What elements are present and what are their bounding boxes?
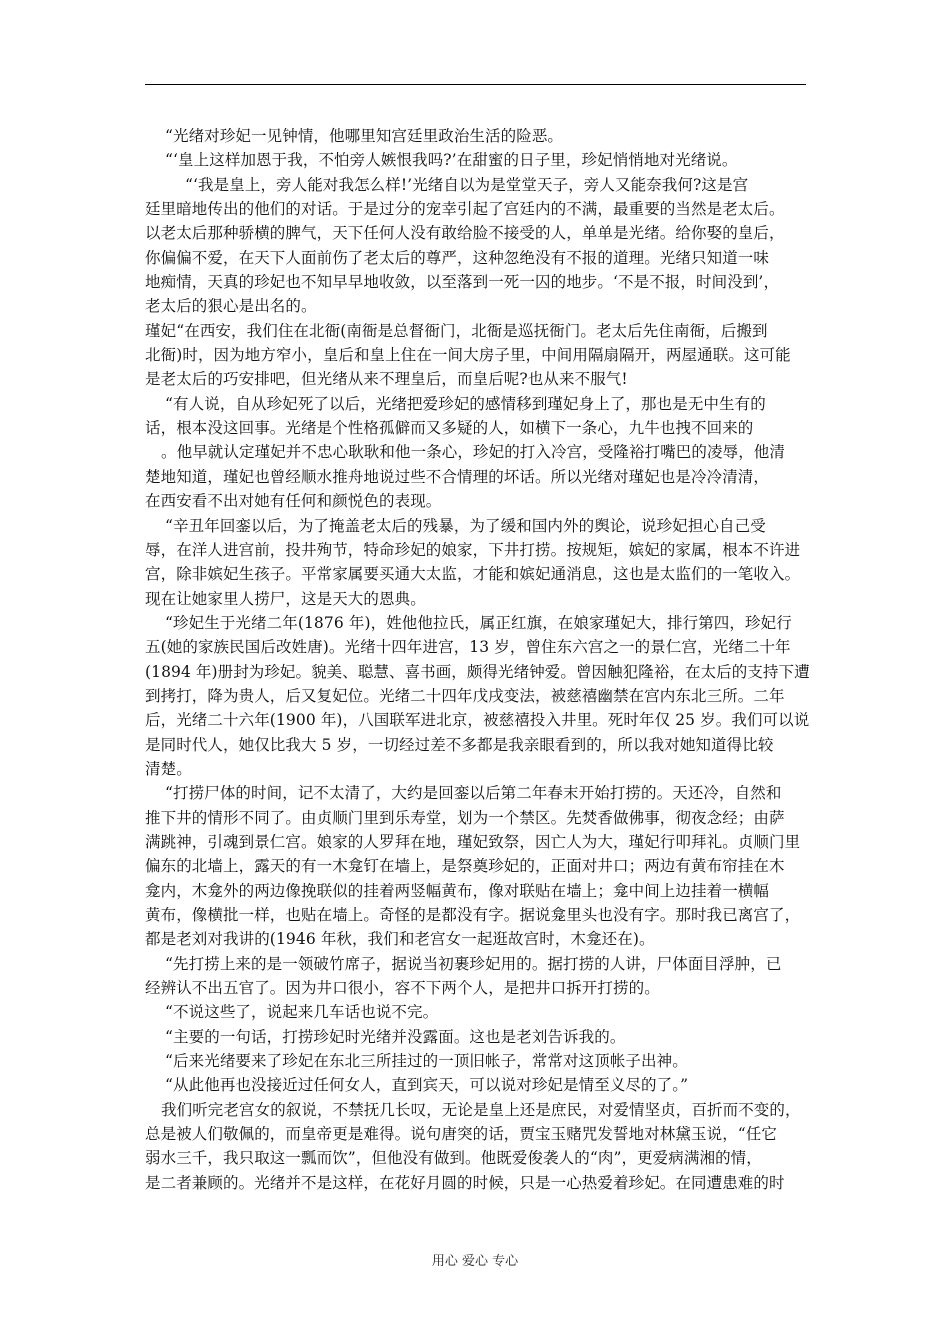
text-line: 你偏偏不爱，在天下人面前伤了老太后的尊严，这种忽绝没有不报的道理。光绪只知道一味 — [145, 248, 770, 267]
text-line: 偏东的北墙上，露天的有一木龛钉在墙上，是祭奠珍妃的，正面对井口；两边有黄布帘挂在木 — [145, 857, 785, 876]
text-line: 是二者兼顾的。光绪并不是这样，在花好月圆的时候，只是一心热爱着珍妃。在同遭患难的时 — [145, 1173, 785, 1192]
text-line: 清楚。 — [145, 759, 192, 778]
document-body — [145, 124, 810, 1195]
text-line: 楚地知道，瑾妃也曾经顺水推舟地说过些不合情理的坏话。所以光绪对瑾妃也是冷冷清清， — [145, 467, 770, 486]
text-line: “‘我是皇上，旁人能对我怎么样!’光绪自以为是堂堂天子，旁人又能奈我何?这是宫 — [185, 175, 749, 194]
text-line: “从此他再也没接近过任何女人，直到宾天，可以说对珍妃是情至义尽的了。” — [165, 1076, 689, 1095]
text-line: 以老太后那种骄横的脾气，天下任何人没有敢给脸不接受的人，单单是光绪。给你娶的皇后， — [145, 224, 785, 243]
text-line: 辱，在洋人进宫前，投井殉节，特命珍妃的娘家，下井打捞。按规矩，嫔妃的家属，根本不许进 — [145, 540, 801, 559]
text-line: (1894 年)册封为珍妃。貌美、聪慧、喜书画，颇得光绪钟爱。曾因触犯隆裕，在太后的支持下遭 — [145, 662, 810, 681]
text-line: 现在让她家里人捞尸，这是天大的恩典。 — [145, 589, 426, 608]
text-line: “后来光绪要来了珍妃在东北三所挂过的一顶旧帐子，常常对这顶帐子出神。 — [165, 1052, 688, 1071]
text-line: 地痴情，天真的珍妃也不知早早地收敛，以至落到一死一囚的地步。‘不是不报，时间没到’， — [145, 273, 780, 292]
text-line: 瑾妃“在西安，我们住在北衙(南衙是总督衙门，北衙是巡抚衙门。老太后先住南衙，后搬到 — [145, 321, 768, 340]
text-line: 是老太后的巧安排吧，但光绪从来不理皇后，而皇后呢?也从来不服气! — [145, 370, 628, 389]
text-line: “‘皇上这样加恩于我，不怕旁人嫉恨我吗?’在甜蜜的日子里，珍妃悄悄地对光绪说。 — [165, 151, 738, 170]
text-line: 到拷打，降为贵人，后又复妃位。光绪二十四年戊戌变法，被慈禧幽禁在宫内东北三所。二年 — [145, 686, 785, 705]
text-line: 推下井的情形不同了。由贞顺门里到乐寿堂，划为一个禁区。先焚香做佛事，彻夜念经；由萨 — [145, 808, 785, 827]
text-line: 话，根本没这回事。光绪是个性格孤僻而又多疑的人，如横下一条心，九牛也拽不回来的 — [145, 419, 754, 438]
text-line: 黄布，像横批一样，也贴在墙上。奇怪的是都没有字。据说龛里头也没有字。那时我已离宫了， — [145, 906, 801, 924]
text-line: 五(她的家族民国后改姓唐)。光绪十四年进宫，13 岁，曾住东六宫之一的景仁宫，光绪二十年 — [145, 638, 791, 657]
text-line: 在西安看不出对她有任何和颜悦色的表现。 — [145, 492, 442, 511]
text-line: “打捞尸体的时间，记不太清了，大约是回銮以后第二年春末开始打捞的。天还冷，自然和 — [165, 784, 782, 803]
text-line: “先打捞上来的是一领破竹席子，据说当初裹珍妃用的。据打捞的人讲，尸体面目浮肿，已 — [165, 954, 782, 973]
text-line: 总是被人们敬佩的，而皇帝更是难得。说句唐突的话，贾宝玉赌咒发誓地对林黛玉说，“任它 — [145, 1125, 778, 1144]
text-line: “辛丑年回銮以后，为了掩盖老太后的残暴，为了缓和国内外的舆论，说珍妃担心自己受 — [165, 516, 766, 535]
text-line: 弱水三千，我只取这一瓢而饮”，但他没有做到。他既爱俊袭人的“肉”，更爱病满湘的情， — [145, 1149, 762, 1168]
text-line: 。他早就认定瑾妃并不忠心耿耿和他一条心，珍妃的打入冷宫，受隆裕打嘴巴的凌辱，他清 — [161, 443, 786, 462]
page-footer: 用心 爱心 专心 — [431, 1254, 519, 1269]
text-line: 后，光绪二十六年(1900 年)，八国联军进北京，被慈禧投入井里。死时年仅 25 岁。我们可以说 — [145, 711, 810, 730]
text-line: “珍妃生于光绪二年(1876 年)，姓他他拉氏，属正红旗，在娘家瑾妃大，排行第四，珍妃行 — [165, 613, 792, 632]
text-line: 满跳神，引魂到景仁宫。娘家的人罗拜在地，瑾妃致祭，因亡人为大，瑾妃行叩拜礼。贞顺门里 — [145, 832, 801, 851]
text-line: 龛内，木龛外的两边像挽联似的挂着两竖幅黄布，像对联贴在墙上；龛中间上边挂着一横幅 — [145, 881, 770, 900]
header-rule — [145, 84, 806, 85]
text-line: 是同时代人，她仅比我大 5 岁，一切经过差不多都是我亲眼看到的，所以我对她知道得比较 — [145, 735, 774, 754]
text-line: 老太后的狠心是出名的。 — [145, 297, 317, 316]
text-line: 北衙)时，因为地方窄小，皇后和皇上住在一间大房子里，中间用隔扇隔开，两屋通联。这可能 — [145, 346, 791, 365]
text-line: 我们听完老宫女的叙说，不禁抚几长叹，无论是皇上还是庶民，对爱情坚贞，百折而不变的， — [161, 1100, 801, 1119]
text-line: “有人说，自从珍妃死了以后，光绪把爱珍妃的感情移到瑾妃身上了，那也是无中生有的 — [165, 394, 766, 413]
text-line: “光绪对珍妃一见钟情，他哪里知宫廷里政治生活的险恶。 — [165, 127, 564, 145]
text-line: 廷里暗地传出的他们的对话。于是过分的宠幸引起了宫廷内的不满，最重要的当然是老太后。 — [145, 200, 785, 219]
text-line: “主要的一句话，打捞珍妃时光绪并没露面。这也是老刘告诉我的。 — [165, 1027, 626, 1046]
text-line: 经辨认不出五官了。因为井口很小，容不下两个人，是把井口拆开打捞的。 — [145, 979, 660, 998]
text-line: 宫，除非嫔妃生孩子。平常家属要买通大太监，才能和嫔妃通消息，这也是太监们的一笔收入。 — [145, 565, 801, 584]
text-line: 都是老刘对我讲的(1946 年秋，我们和老宫女一起逛故宫时，木龛还在)。 — [145, 930, 655, 949]
text-line: “不说这些了，说起来几车话也说不完。 — [165, 1003, 439, 1022]
